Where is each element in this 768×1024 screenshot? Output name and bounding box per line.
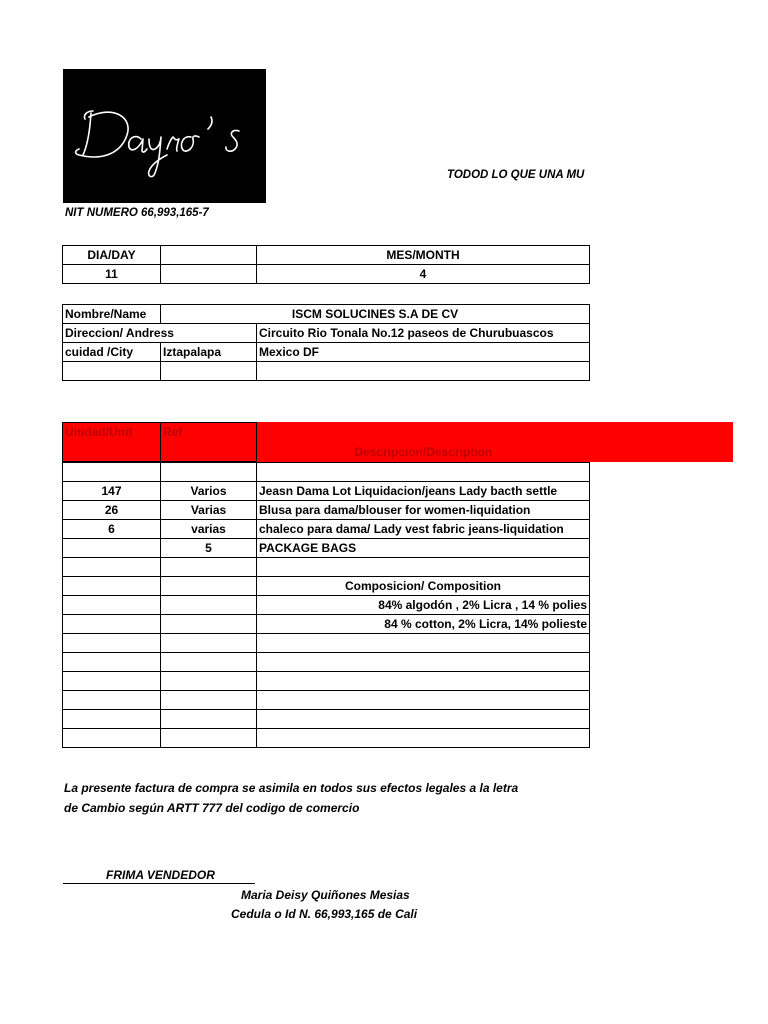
item-ref: 5	[161, 539, 257, 558]
empty-cell	[63, 596, 161, 615]
empty-cell	[257, 710, 590, 729]
table-row	[63, 710, 590, 729]
empty-cell	[63, 362, 161, 381]
empty-cell	[257, 672, 590, 691]
item-description: PACKAGE BAGS	[257, 539, 590, 558]
empty-cell	[161, 246, 257, 265]
table-row	[63, 672, 590, 691]
empty-cell	[161, 710, 257, 729]
customer-address: Circuito Rio Tonala No.12 paseos de Churubuascos	[257, 324, 590, 343]
city-label: cuidad /City	[63, 343, 161, 362]
empty-cell	[63, 710, 161, 729]
empty-cell	[63, 653, 161, 672]
empty-cell	[63, 558, 161, 577]
item-unit: 6	[63, 520, 161, 539]
empty-cell	[161, 362, 257, 381]
empty-cell	[63, 729, 161, 748]
empty-cell	[161, 672, 257, 691]
empty-cell	[161, 615, 257, 634]
empty-cell	[257, 362, 590, 381]
customer-state: Mexico DF	[257, 343, 590, 362]
description-header: Descripcion/Description	[257, 423, 590, 462]
day-label: DIA/DAY	[63, 246, 161, 265]
seller-id: Cedula o Id N. 66,993,165 de Cali	[231, 907, 418, 921]
empty-cell	[63, 577, 161, 596]
table-row	[63, 520, 590, 539]
month-value: 4	[257, 265, 590, 284]
table-row	[63, 501, 590, 520]
empty-cell	[161, 653, 257, 672]
date-table	[62, 245, 590, 284]
composition-title: Composicion/ Composition	[257, 577, 590, 596]
nit-number: NIT NUMERO 66,993,165-7	[65, 207, 209, 219]
table-row	[63, 729, 590, 748]
customer-city: Iztapalapa	[161, 343, 257, 362]
table-row	[63, 691, 590, 710]
empty-cell	[161, 558, 257, 577]
day-value: 11	[63, 265, 161, 284]
customer-name: ISCM SOLUCINES S.A DE CV	[161, 305, 590, 324]
month-label: MES/MONTH	[257, 246, 590, 265]
name-label: Nombre/Name	[63, 305, 161, 324]
item-unit: 26	[63, 501, 161, 520]
empty-cell	[257, 691, 590, 710]
empty-cell	[161, 634, 257, 653]
empty-cell	[63, 691, 161, 710]
empty-cell	[161, 442, 257, 462]
composition-spanish: 84% algodón , 2% Licra , 14 % polies	[257, 596, 590, 615]
item-ref: Varios	[161, 482, 257, 501]
composition-english: 84 % cotton, 2% Licra, 14% polieste	[257, 615, 590, 634]
empty-cell	[257, 558, 590, 577]
company-logo	[63, 69, 266, 203]
item-description: Blusa para dama/blouser for women-liquidation	[257, 501, 590, 520]
item-unit	[63, 539, 161, 558]
empty-cell	[63, 442, 161, 462]
legal-line-1: La presente factura de compra se asimila en todos sus efectos legales a la letra	[64, 781, 519, 795]
table-row	[63, 482, 590, 501]
table-row	[63, 653, 590, 672]
table-row	[63, 539, 590, 558]
items-header	[62, 422, 590, 462]
empty-cell	[257, 463, 590, 482]
table-row	[63, 615, 590, 634]
table-row	[63, 596, 590, 615]
empty-cell	[257, 653, 590, 672]
empty-cell	[161, 463, 257, 482]
company-tagline: TODOD LO QUE UNA MU	[447, 169, 585, 181]
empty-cell	[63, 634, 161, 653]
table-row	[63, 577, 590, 596]
table-row	[63, 634, 590, 653]
empty-cell	[257, 634, 590, 653]
empty-cell	[63, 463, 161, 482]
signature-line	[63, 883, 255, 884]
seller-signature-label: FRIMA VENDEDOR	[106, 868, 215, 882]
unit-header: Unidad/Unit	[63, 423, 161, 443]
empty-cell	[161, 577, 257, 596]
item-description: chaleco para dama/ Lady vest fabric jeans-liquidation	[257, 520, 590, 539]
item-ref: Varias	[161, 501, 257, 520]
legal-notice	[64, 778, 518, 818]
customer-table	[62, 304, 590, 381]
empty-cell	[161, 265, 257, 284]
seller-name: Maria Deisy Quiñones Mesias	[241, 888, 410, 902]
empty-cell	[161, 729, 257, 748]
empty-cell	[161, 691, 257, 710]
item-unit: 147	[63, 482, 161, 501]
dayros-logo-mark	[63, 69, 266, 203]
empty-cell	[257, 729, 590, 748]
empty-cell	[63, 615, 161, 634]
items-table	[62, 462, 590, 748]
item-description: Jeasn Dama Lot Liquidacion/jeans Lady bacth settle	[257, 482, 590, 501]
table-row	[63, 463, 590, 482]
ref-header: Ref	[161, 423, 257, 443]
table-row	[63, 558, 590, 577]
empty-cell	[161, 596, 257, 615]
legal-line-2: de Cambio según ARTT 777 del codigo de comercio	[64, 801, 360, 815]
address-label: Direccion/ Andress	[63, 324, 257, 343]
item-ref: varias	[161, 520, 257, 539]
empty-cell	[63, 672, 161, 691]
